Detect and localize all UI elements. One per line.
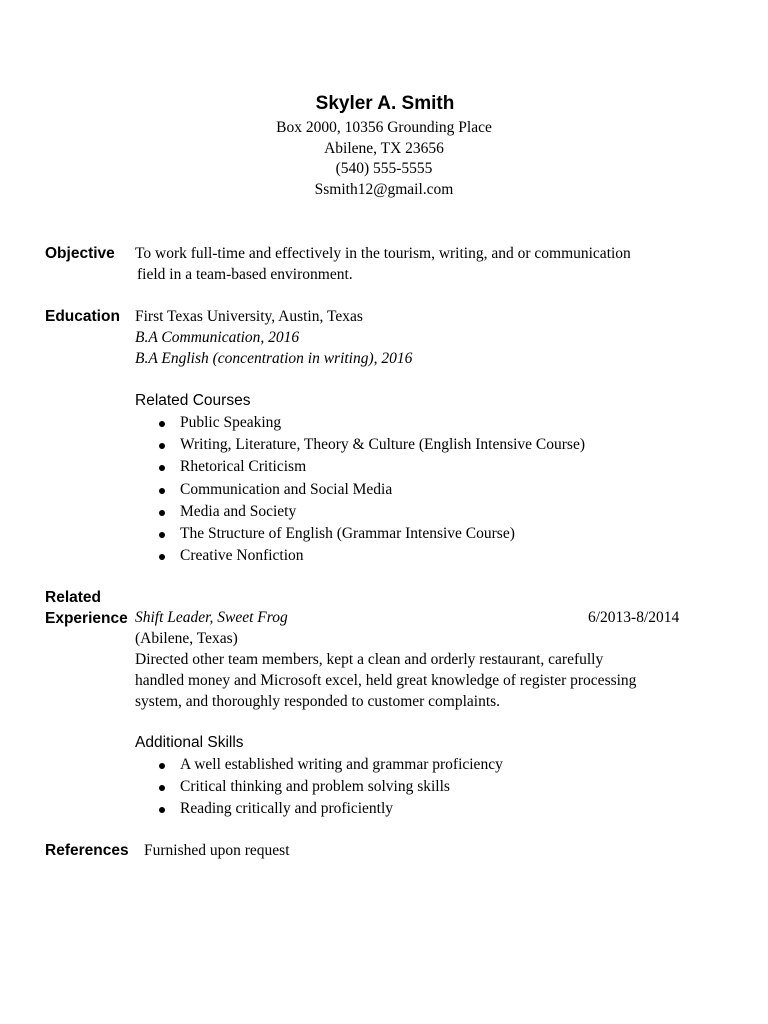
bullet-icon xyxy=(159,554,165,560)
additional-skills-section xyxy=(135,732,503,821)
bullet-icon xyxy=(159,510,165,516)
school-name: First Texas University, Austin, Texas xyxy=(135,308,363,325)
list-item: The Structure of English (Grammar Intensive Course) xyxy=(135,523,585,545)
related-courses-list xyxy=(135,412,585,567)
education-section xyxy=(135,306,412,369)
job-description-line-2: handled money and Microsoft excel, held great knowledge of register processing xyxy=(135,672,637,689)
list-item: Rhetorical Criticism xyxy=(135,456,585,478)
experience-label xyxy=(45,587,128,629)
experience-section xyxy=(135,607,636,712)
additional-skills-heading: Additional Skills xyxy=(135,734,244,751)
job-location: (Abilene, Texas) xyxy=(135,630,238,647)
bullet-icon xyxy=(159,421,165,427)
list-item: Creative Nonfiction xyxy=(135,545,585,567)
email-address: Ssmith12@gmail.com xyxy=(314,180,454,198)
objective-line-2: field in a team-based environment. xyxy=(137,266,353,283)
experience-label-line-2: Experience xyxy=(45,610,128,627)
list-item: Writing, Literature, Theory & Culture (English Intensive Course) xyxy=(135,434,585,456)
list-item: Public Speaking xyxy=(135,412,585,434)
related-courses-section xyxy=(135,390,585,567)
list-item: Communication and Social Media xyxy=(135,479,585,501)
additional-skills-list xyxy=(135,754,503,821)
job-description-line-3: system, and thoroughly responded to customer complaints. xyxy=(135,693,501,710)
address-line-1: Box 2000, 10356 Grounding Place xyxy=(276,119,492,136)
bullet-icon xyxy=(159,785,165,791)
list-item: Critical thinking and problem solving skills xyxy=(135,776,503,798)
bullet-icon xyxy=(159,443,165,449)
bullet-icon xyxy=(159,488,165,494)
list-item: Reading critically and proficiently xyxy=(135,798,503,820)
objective-label: Objective xyxy=(45,245,115,262)
bullet-icon xyxy=(159,465,165,471)
applicant-name: Skyler A. Smith xyxy=(315,93,455,114)
list-item: Media and Society xyxy=(135,501,585,523)
degree-english: B.A English (concentration in writing), 2016 xyxy=(135,350,413,367)
job-position: Shift Leader, Sweet Frog xyxy=(135,609,288,626)
references-text: Furnished upon request xyxy=(144,842,290,859)
experience-label-line-1: Related xyxy=(45,589,101,606)
address-line-2: Abilene, TX 23656 xyxy=(324,139,444,157)
related-courses-heading: Related Courses xyxy=(135,392,251,409)
objective-section xyxy=(135,243,631,285)
bullet-icon xyxy=(159,763,165,769)
list-item: A well established writing and grammar proficiency xyxy=(135,754,503,776)
job-description-line-1: Directed other team members, kept a clean and orderly restaurant, carefully xyxy=(135,651,604,668)
references-label: References xyxy=(45,842,129,859)
resume-header xyxy=(0,90,768,200)
objective-line-1: To work full-time and effectively in the tourism, writing, and or communication xyxy=(135,245,631,262)
bullet-icon xyxy=(159,532,165,538)
job-dates: 6/2013-8/2014 xyxy=(588,609,680,626)
phone-number: (540) 555-5555 xyxy=(335,160,433,177)
education-label: Education xyxy=(45,308,120,325)
bullet-icon xyxy=(159,807,165,813)
degree-communication: B.A Communication, 2016 xyxy=(135,329,300,346)
